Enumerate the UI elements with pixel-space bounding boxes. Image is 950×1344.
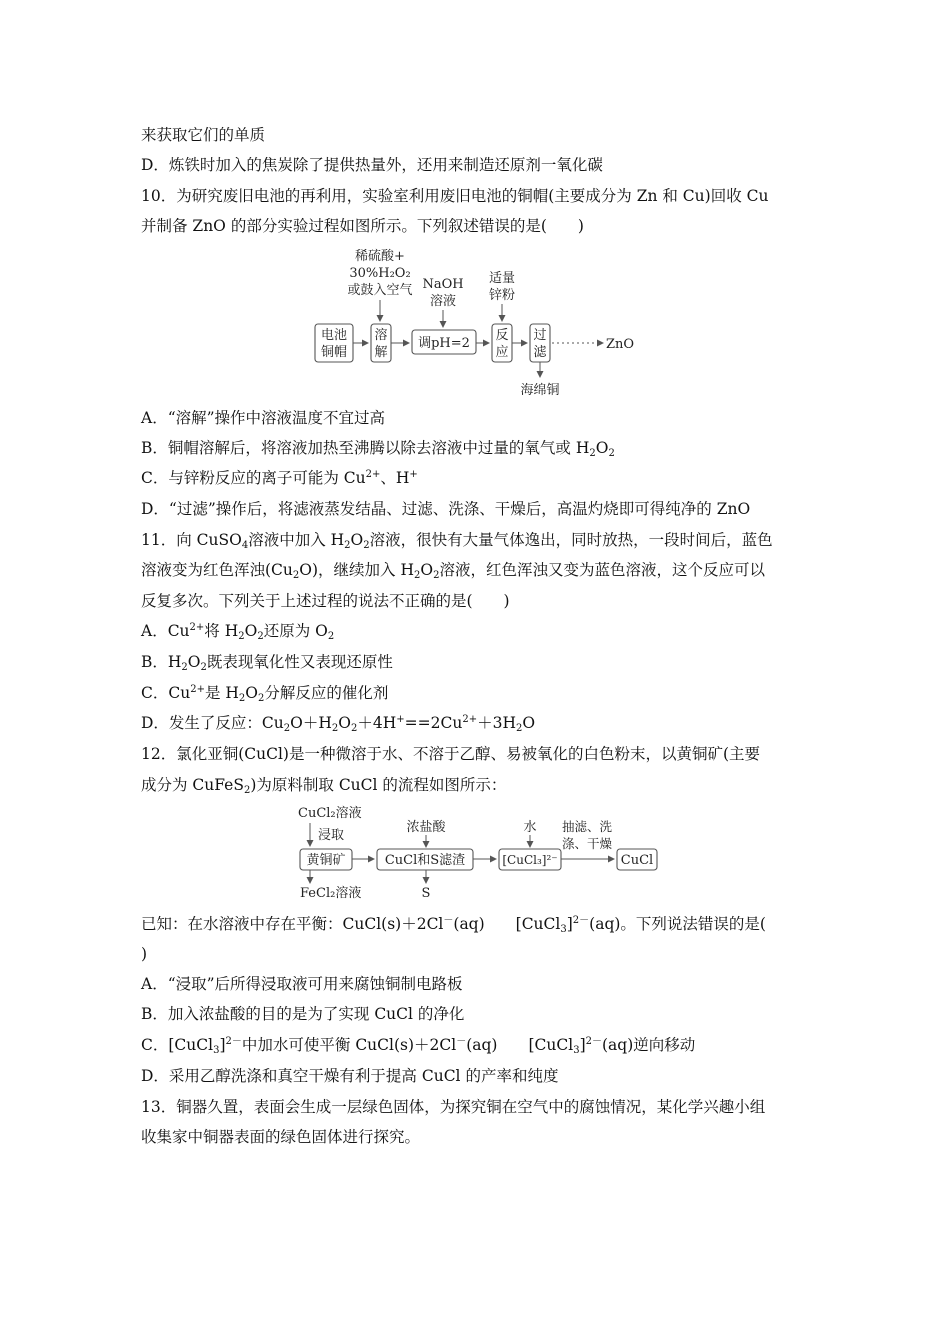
box-label: CuCl (620, 853, 654, 868)
question-12-known: 已知：在水溶液中存在平衡：CuCl(s)＋2Cl－(aq) [CuCl$_3$]$^{2-}$(aq)。下列说法错误的是( (141, 915, 766, 935)
box-label: 解 (374, 345, 388, 360)
flowchart-cucl (290, 801, 670, 903)
box-label: 黄铜矿 (306, 853, 346, 868)
option-b-q11: B．$H_2O_2$既表现氧化性又表现还原性 (141, 653, 393, 673)
waste-label: S (421, 886, 431, 901)
product-label: ZnO (606, 337, 635, 352)
box-label: 反 (495, 328, 509, 343)
box-label: 电池 (320, 328, 348, 343)
box-label: [CuCl₃]²⁻ (502, 853, 558, 867)
question-10-line1: 10．为研究废旧电池的再利用，实验室利用废旧电池的铜帽(主要成分为 Zn 和 Cu)回收 Cu (141, 187, 769, 205)
option-a-q12: A．“浸取”后所得浸取液可用来腐蚀铜制电路板 (141, 975, 463, 993)
option-c-q12: C．[CuCl$_3$]$^{2-}$中加水可使平衡 CuCl(s)＋2Cl－(aq) [CuCl$_3$]$^{2-}$(aq)逆向移动 (141, 1036, 696, 1056)
reagent-label: 水 (523, 820, 537, 835)
question-11-line3: 反复多次。下列关于上述过程的说法不正确的是( ) (141, 592, 510, 610)
waste-label: FeCl₂溶液 (300, 886, 362, 901)
reagent-label: 稀硫酸+ (355, 249, 405, 264)
reagent-label: 锌粉 (488, 288, 516, 303)
question-10-line2: 并制备 ZnO 的部分实验过程如图所示。下列叙述错误的是( ) (141, 217, 584, 235)
option-d-q9: D．炼铁时加入的焦炭除了提供热量外，还用来制造还原剂一氧化碳 (141, 156, 603, 174)
question-12-line1: 12．氯化亚铜(CuCl)是一种微溶于水、不溶于乙醇、易被氧化的白色粉末，以黄铜矿(主要 (141, 745, 761, 763)
question-13-line2: 收集家中铜器表面的绿色固体进行探究。 (141, 1128, 421, 1146)
box-label: 应 (495, 345, 509, 360)
flowchart-zno (305, 244, 665, 400)
option-a-q11: A．$Cu^{2+}$将 $H_2O_2$还原为 $O_2$ (141, 622, 335, 642)
box-label: 调pH=2 (418, 336, 470, 351)
option-c-q11: C．$Cu^{2+}$是 $H_2O_2$分解反应的催化剂 (141, 684, 389, 704)
text-line: 来获取它们的单质 (141, 126, 266, 144)
reagent-label: CuCl₂溶液 (298, 806, 362, 821)
question-13-line1: 13．铜器久置，表面会生成一层绿色固体，为探究铜在空气中的腐蚀情况，某化学兴趣小组 (141, 1098, 766, 1116)
box-label: 过 (533, 328, 547, 343)
step-label: 浸取 (318, 828, 345, 843)
option-b-q12: B．加入浓盐酸的目的是为了实现 CuCl 的净化 (141, 1005, 465, 1023)
question-11-line1: 11．向 CuSO$_4$溶液中加入 $H_2O_2$溶液，很快有大量气体逸出，同时放热，一段时间后，蓝色 (141, 531, 773, 551)
reagent-label: 或鼓入空气 (347, 283, 413, 298)
option-a-q10: A．“溶解”操作中溶液温度不宜过高 (141, 409, 386, 427)
question-12-line2: 成分为 CuFeS$_2$)为原料制取 CuCl 的流程如图所示： (141, 776, 507, 796)
box-label: 铜帽 (320, 345, 348, 360)
box-label: 滤 (533, 345, 547, 360)
question-11-line2: 溶液变为红色浑浊$(Cu_2O)$，继续加入 $H_2O_2$溶液，红色浑浊又变为蓝色溶液，这个反应可以 (141, 561, 765, 581)
reagent-label: NaOH (422, 277, 464, 292)
option-d-q10: D．“过滤”操作后，将滤液蒸发结晶、过滤、洗涤、干燥后，高温灼烧即可得纯净的 ZnO (141, 500, 751, 518)
box-label: 溶 (374, 328, 388, 343)
byproduct-label: 海绵铜 (520, 383, 560, 398)
box-label: CuCl和S滤渣 (384, 853, 466, 868)
option-b-q10: B．铜帽溶解后，将溶液加热至沸腾以除去溶液中过量的氧气或 $H_2O_2$ (141, 439, 615, 459)
step-label: 抽滤、洗 (561, 819, 613, 834)
reagent-label: 浓盐酸 (406, 820, 446, 835)
reagent-label: 适量 (488, 271, 516, 286)
reagent-label: 30%H₂O₂ (349, 266, 411, 281)
step-label: 涤、干燥 (561, 836, 613, 851)
option-c-q10: C．与锌粉反应的离子可能为 $Cu^{2+}$、H+ (141, 469, 418, 487)
question-12-known-cont: ) (141, 945, 148, 963)
option-d-q11: D．发生了反应：$Cu_2O+H_2O_2+4H^+==2Cu^{2+}+3H_2O$ (141, 714, 536, 734)
option-d-q12: D．采用乙醇洗涤和真空干燥有利于提高 CuCl 的产率和纯度 (141, 1067, 559, 1085)
reagent-label: 溶液 (429, 294, 457, 309)
